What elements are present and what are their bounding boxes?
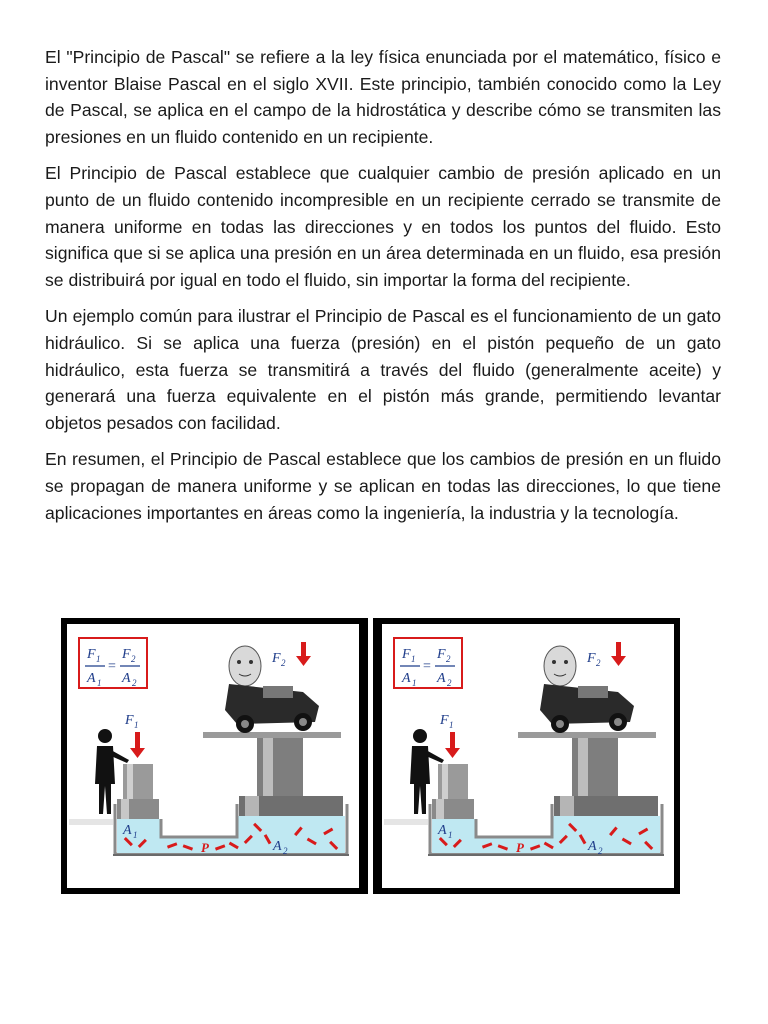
formula-a2: A	[437, 671, 446, 686]
svg-text:2: 2	[131, 654, 136, 664]
formula-f2: F	[437, 647, 446, 662]
label-a2: A	[588, 839, 597, 854]
formula-f1: F	[402, 647, 411, 662]
svg-text:2: 2	[446, 654, 451, 664]
svg-text:2: 2	[283, 846, 288, 856]
formula-equals: =	[423, 659, 431, 674]
svg-text:2: 2	[281, 658, 286, 668]
small-piston	[432, 764, 474, 819]
label-a2: A	[273, 839, 282, 854]
svg-text:1: 1	[96, 654, 101, 664]
formula-f2: F	[122, 647, 131, 662]
label-f1: F	[440, 713, 449, 728]
paragraph-4: En resumen, el Principio de Pascal establece que los cambios de presión en un fluido se propagan de manera uniforme y se aplican en todas las direcciones, lo que tiene aplicaciones importantes en áreas como la ingeniería, la industria y la tecnología.	[45, 449, 721, 523]
label-f2: F	[272, 651, 281, 666]
svg-text:2: 2	[447, 678, 452, 688]
formula-equals: =	[108, 659, 116, 674]
formula-a1: A	[87, 671, 96, 686]
hydraulic-press-illustration-right	[376, 618, 680, 894]
label-f2: F	[587, 651, 596, 666]
formula-box	[394, 638, 462, 688]
svg-text:1: 1	[411, 654, 416, 664]
paragraph-2: El Principio de Pascal establece que cualquier cambio de presión aplicado en un punto de un fluido contenido incompresible en un recipiente cerrado se transmite de manera uniforme en todas las direcciones y en todos los puntos del fluido. Esto significa que si se aplica una presión en un área determinada en un fluido, esa presión se distribuirá por igual en todo el fluido, sin importar la forma del recipiente.	[45, 163, 721, 290]
small-piston	[117, 764, 159, 819]
label-a1: A	[123, 823, 132, 838]
svg-text:2: 2	[596, 658, 601, 668]
label-a1: A	[438, 823, 447, 838]
label-pressure: P	[516, 840, 524, 855]
paragraph-1: El "Principio de Pascal" se refiere a la ley física enunciada por el matemático, físico e inventor Blaise Pascal en el siglo XVII. Este principio, también conocido como la Ley de Pascal, se aplica en el campo de la hidrostática y describe cómo se transmiten las presiones en un fluido contenido en un recipiente.	[45, 47, 721, 147]
hydraulic-press-illustration-left	[61, 618, 365, 894]
hydraulic-press-svg	[382, 624, 674, 888]
document-body	[45, 44, 721, 536]
svg-text:1: 1	[448, 830, 453, 840]
formula-box	[79, 638, 147, 688]
formula-a1: A	[402, 671, 411, 686]
pascal-figure	[61, 618, 690, 894]
svg-text:2: 2	[598, 846, 603, 856]
svg-text:1: 1	[449, 720, 454, 730]
label-f1: F	[125, 713, 134, 728]
svg-text:1: 1	[412, 678, 417, 688]
formula-a2: A	[122, 671, 131, 686]
formula-f1: F	[87, 647, 96, 662]
hydraulic-press-svg	[67, 624, 359, 888]
svg-text:1: 1	[134, 720, 139, 730]
svg-text:1: 1	[97, 678, 102, 688]
svg-text:1: 1	[133, 830, 138, 840]
paragraph-3: Un ejemplo común para ilustrar el Principio de Pascal es el funcionamiento de un gato hidráulico. Si se aplica una fuerza (presión) en el pistón pequeño de un gato hidráulico, esta fuerza se transmitirá a través del fluido (generalmente aceite) y generará una fuerza equivalente en el pistón más grande, permitiendo levantar objetos pesados con facilidad.	[45, 306, 721, 433]
svg-text:2: 2	[132, 678, 137, 688]
label-pressure: P	[201, 840, 209, 855]
